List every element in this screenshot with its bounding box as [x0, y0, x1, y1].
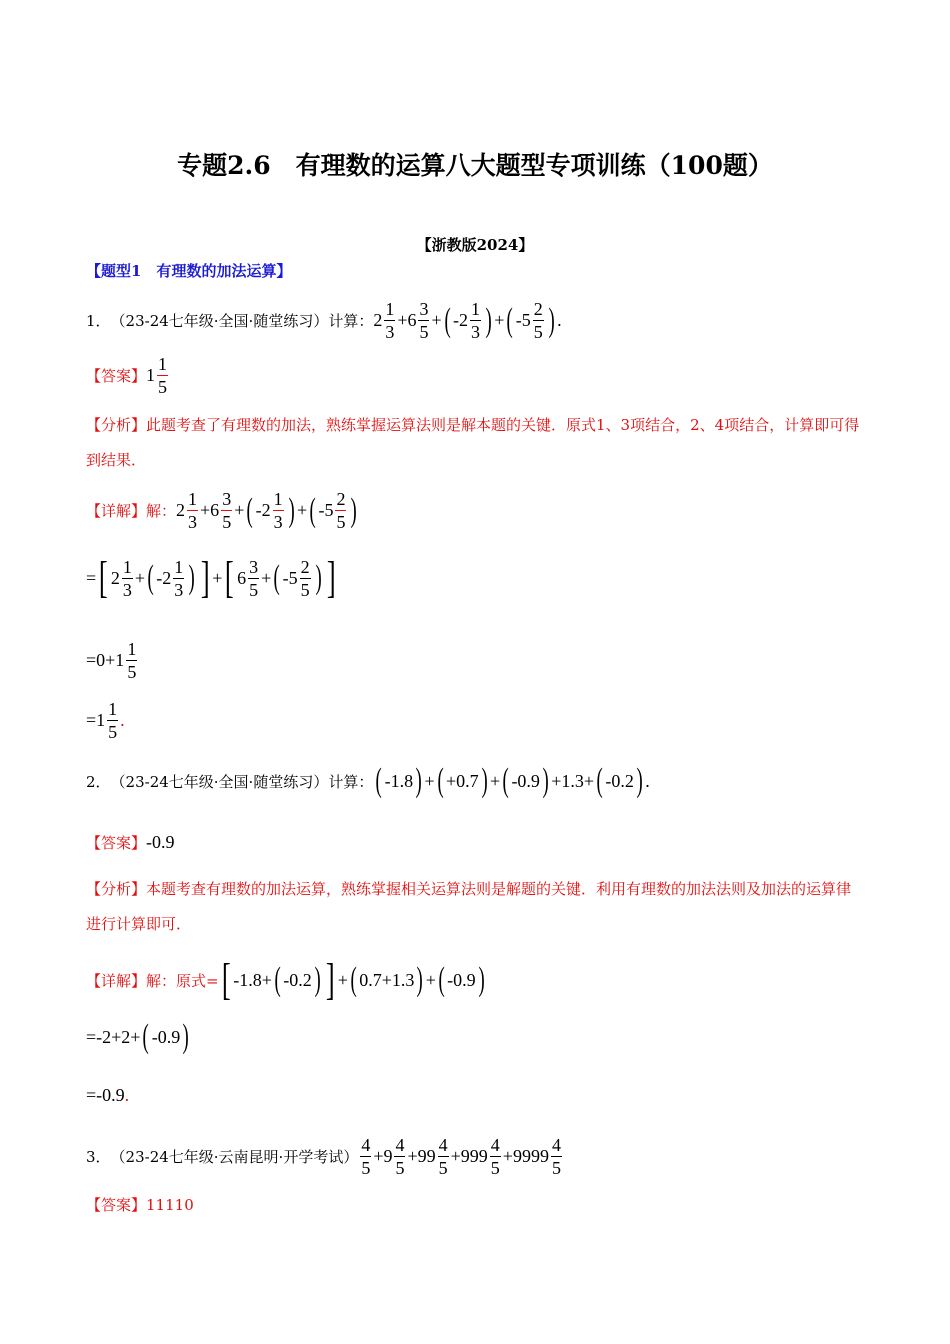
question-number: 1．: [86, 312, 111, 330]
answer-1: [86, 355, 170, 396]
answer-label: 【答案】: [86, 367, 147, 385]
page-title: 专题2.6 有理数的运算八大题型专项训练（100题）: [177, 151, 773, 180]
section-heading: 【题型1 有理数的加法运算】: [86, 262, 292, 280]
analysis-text: 本题考查有理数的加法运算，熟练掌握相关运算法则是解题的关键．利用有理数的加法法则及加法的运算律进行计算即可．: [86, 880, 852, 933]
math-expression: [ -1.8+ ( -0.2 ) ] + ( 0.7+1.3 ) + ( -0.9 ): [221, 955, 485, 1004]
math-expression: 2 $\frac{1}{3}$ +6 $\frac{3}{5}$ + ( -2 $\frac{1}{3}$ ) + ( -5 $\frac{2}{5}$ ): [176, 489, 358, 532]
detail-2: [86, 955, 487, 1004]
question-source: （23-24七年级·全国·随堂练习）计算：: [110, 772, 374, 791]
edition-label: 【浙教版2024】: [416, 236, 534, 254]
detail-prefix: 解：原式=: [146, 971, 219, 990]
question-1: [86, 300, 562, 341]
answer-2: [86, 832, 175, 853]
detail-label: 【详解】: [86, 502, 147, 520]
analysis-1: [86, 408, 866, 478]
detail-1-step-4: [86, 700, 125, 741]
analysis-label: 【分析】: [86, 416, 147, 434]
math-expression: =-0.9 .: [86, 1085, 130, 1105]
analysis-label: 【分析】: [86, 880, 147, 898]
answer-value: 1 $\frac{1}{5}$: [146, 354, 168, 397]
answer-3: [86, 1194, 194, 1215]
math-expression: =1 $\frac{1}{5}$ .: [86, 699, 125, 742]
detail-2-step-2: [86, 1020, 192, 1054]
answer-value: 11110: [146, 1195, 194, 1214]
analysis-text: 此题考查了有理数的加法，熟练掌握运算法则是解本题的关键．原式1、3项结合，2、4项结合，计算即可得到结果．: [86, 416, 860, 469]
answer-value: -0.9: [146, 832, 175, 852]
detail-1-step-2: [86, 553, 339, 602]
question-source: （23-24七年级·云南昆明·开学考试）: [110, 1148, 359, 1166]
math-expression: ( -1.8 ) + ( +0.7 ) + ( -0.9 ) +1.3+ ( -0.2 ) .: [375, 762, 650, 799]
question-number: 3．: [86, 1148, 111, 1166]
detail-1-step-3: [86, 640, 139, 681]
detail-2-step-3: [86, 1085, 129, 1106]
question-number: 2．: [86, 772, 111, 791]
math-expression: 2 $\frac{1}{3}$ +6 $\frac{3}{5}$ + ( -2 $\frac{1}{3}$ ) + ( -5 $\frac{2}{5}$ ) .: [373, 299, 562, 342]
math-expression: $\frac{4}{5}$ +9 $\frac{4}{5}$ +99 $\frac{4}{5}$ +999 $\frac{4}{5}$ +9999 $\frac{4}{5}$: [361, 1135, 561, 1178]
math-expression: =-2+2+ ( -0.9 ): [86, 1018, 190, 1055]
answer-label: 【答案】: [86, 1196, 147, 1214]
detail-prefix: 解：: [146, 502, 177, 520]
detail-1: [86, 490, 360, 531]
detail-label: 【详解】: [86, 971, 147, 990]
math-expression: = [ 2 $\frac{1}{3}$ + ( -2 $\frac{1}{3}$ ) ] + [ 6 $\frac{3}{5}$ + ( -5 $\frac{2}{5}$ ) ]: [86, 553, 336, 602]
analysis-2: [86, 872, 866, 942]
math-expression: =0+1 $\frac{1}{5}$: [86, 639, 137, 682]
question-2: [86, 764, 650, 798]
question-source: （23-24七年级·全国·随堂练习）计算：: [110, 312, 374, 330]
answer-label: 【答案】: [86, 834, 147, 852]
question-3: [86, 1136, 564, 1177]
